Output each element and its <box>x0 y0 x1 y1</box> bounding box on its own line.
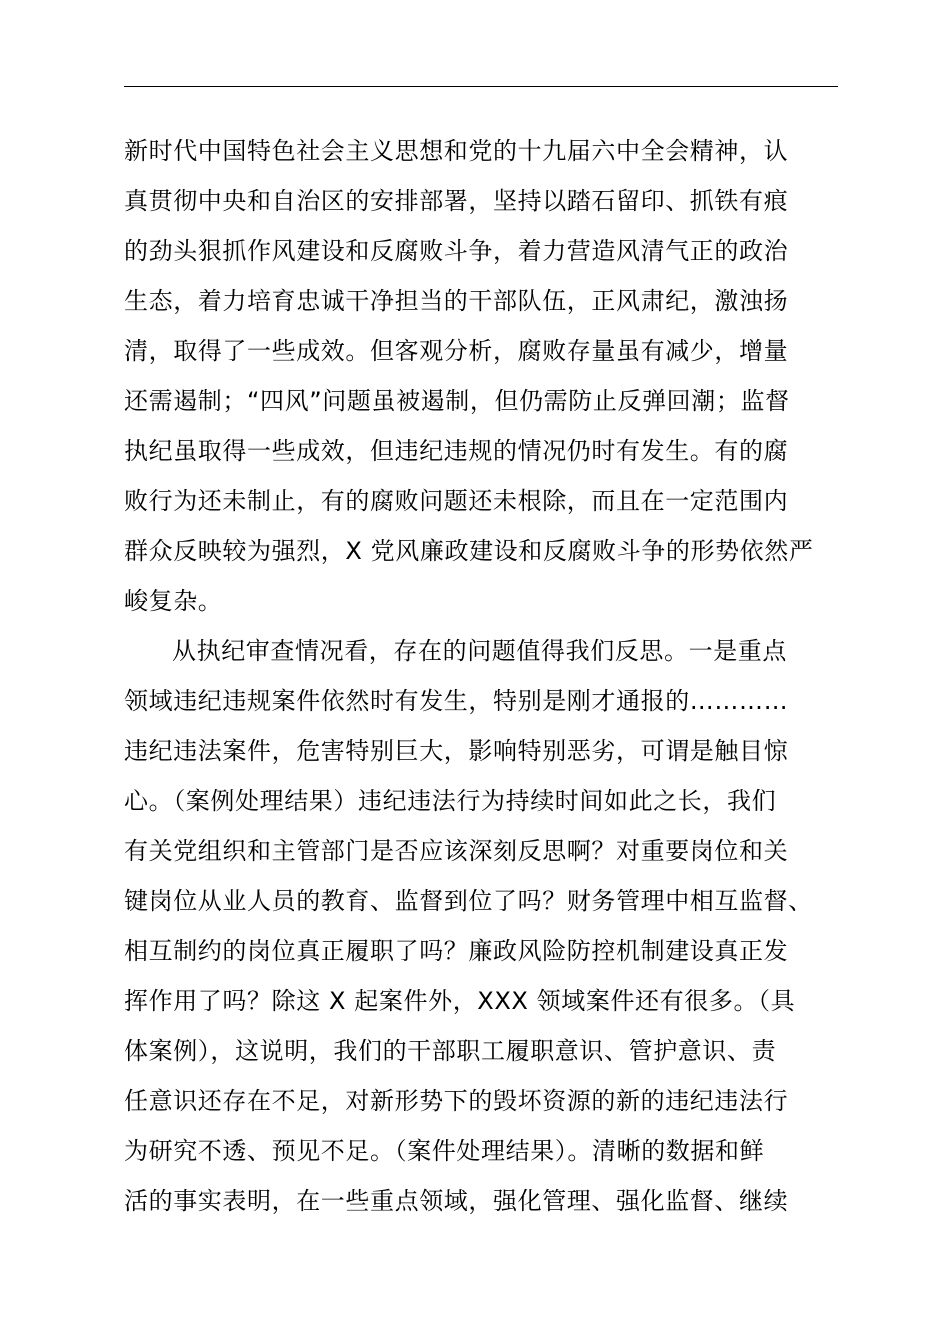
paragraph-line: 的劲头狠抓作风建设和反腐败斗争，着力营造风清气正的政治 <box>124 237 789 265</box>
paragraph-line: 败行为还未制止，有的腐败问题还未根除，而且在一定范围内 <box>124 487 789 515</box>
paragraph-line: 有关党组织和主管部门是否应该深刻反思啊？对重要岗位和关 <box>124 837 789 865</box>
paragraph-line: 领域违纪违规案件依然时有发生，特别是刚才通报的………… <box>124 687 789 715</box>
paragraph-2 <box>124 626 884 1226</box>
paragraph-line: 键岗位从业人员的教育、监督到位了吗？财务管理中相互监督、 <box>124 887 813 915</box>
paragraph-line: 从执纪审查情况看，存在的问题值得我们反思。一是重点 <box>172 637 787 665</box>
paragraph-line: 真贯彻中央和自治区的安排部署，坚持以踏石留印、抓铁有痕 <box>124 187 789 215</box>
header-rule <box>124 86 838 87</box>
paragraph-line: 相互制约的岗位真正履职了吗？廉政风险防控机制建设真正发 <box>124 937 789 965</box>
paragraph-line: 体案例），这说明，我们的干部职工履职意识、管护意识、责 <box>124 1037 777 1065</box>
paragraph-line: 群众反映较为强烈，X 党风廉政建设和反腐败斗争的形势依然严 <box>124 537 814 565</box>
paragraph-line: 活的事实表明，在一些重点领域，强化管理、强化监督、继续 <box>124 1187 789 1215</box>
paragraph-line: 执纪虽取得一些成效，但违纪违规的情况仍时有发生。有的腐 <box>124 437 789 465</box>
paragraph-line: 任意识还存在不足，对新形势下的毁坏资源的新的违纪违法行 <box>124 1087 789 1115</box>
paragraph-line: 挥作用了吗？除这 X 起案件外，XXX 领域案件还有很多。（具 <box>124 987 796 1015</box>
paragraph-line: 峻复杂。 <box>124 587 223 615</box>
paragraph-line: 违纪违法案件，危害特别巨大，影响特别恶劣，可谓是触目惊 <box>124 737 789 765</box>
document-body <box>124 126 884 1226</box>
paragraph-line: 生态，着力培育忠诚干净担当的干部队伍，正风肃纪，激浊扬 <box>124 287 789 315</box>
paragraph-line: 新时代中国特色社会主义思想和党的十九届六中全会精神，认 <box>124 137 789 165</box>
paragraph-line: 清，取得了一些成效。但客观分析，腐败存量虽有减少，增量 <box>124 337 789 365</box>
paragraph-line: 为研究不透、预见不足。（案件处理结果）。清晰的数据和鲜 <box>124 1137 765 1165</box>
paragraph-line: 还需遏制；“四风”问题虽被遏制，但仍需防止反弹回潮；监督 <box>124 387 790 415</box>
paragraph-1 <box>124 126 884 626</box>
paragraph-line: 心。（案例处理结果）违纪违法行为持续时间如此之长，我们 <box>124 787 777 815</box>
